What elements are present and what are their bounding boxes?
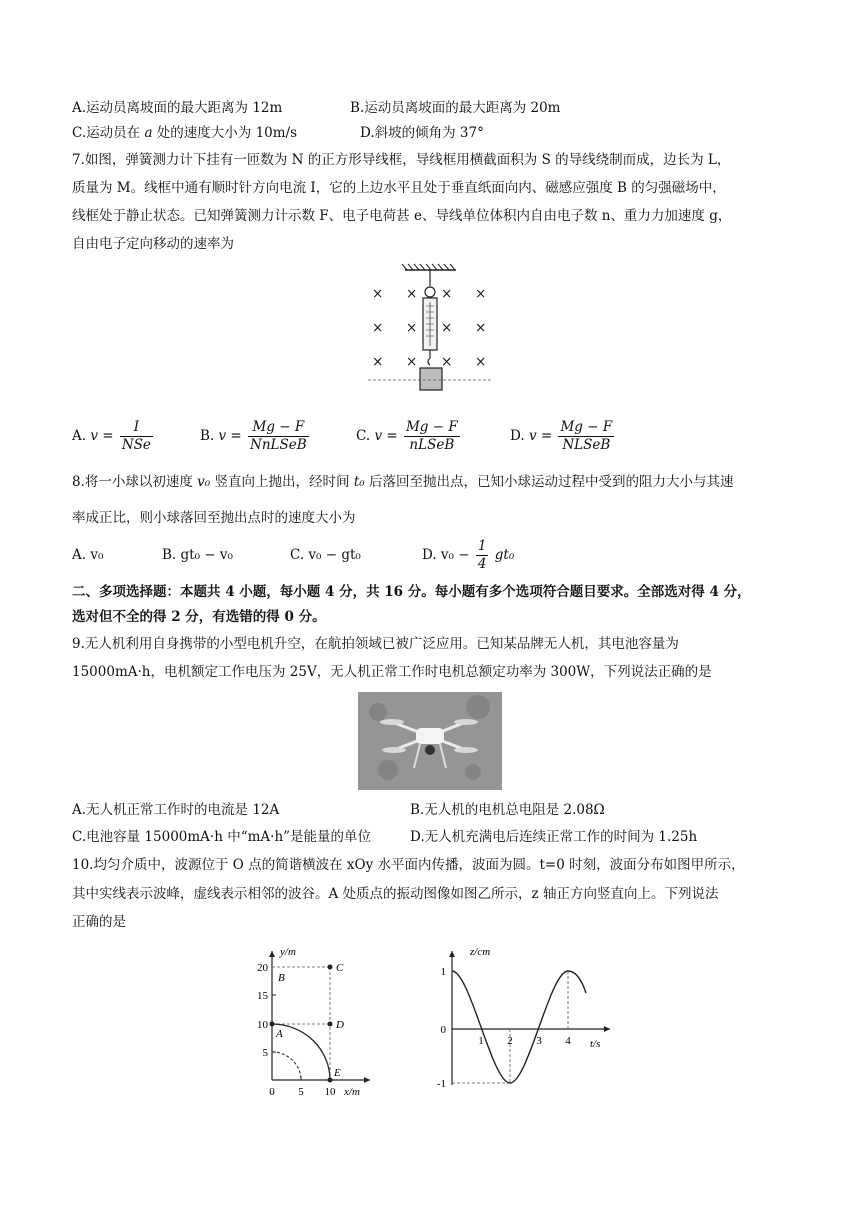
field-mark: × <box>441 354 453 370</box>
z-tick-label: -1 <box>436 1078 446 1090</box>
wave-surface-figure <box>250 945 380 1097</box>
field-mark: × <box>372 286 384 302</box>
field-mark: × <box>475 286 487 302</box>
x-tick-label: 10 <box>324 1086 336 1097</box>
y-axis-label: y/m <box>280 946 296 958</box>
y-tick-label: 5 <box>262 1047 268 1059</box>
q6-option-c: C.运动员在 a 处的速度大小为 10m/s <box>72 125 298 141</box>
x-axis-label: x/m <box>344 1086 360 1097</box>
x-tick-label: 5 <box>298 1086 304 1097</box>
drone-photo <box>358 692 502 790</box>
field-mark: × <box>406 286 418 302</box>
q6-option-a: A.运动员离坡面的最大距离为 12m <box>72 100 283 116</box>
x-tick-label: 0 <box>269 1086 275 1097</box>
t-tick-label: 4 <box>565 1035 571 1047</box>
t-tick-label: 1 <box>478 1035 484 1047</box>
field-mark: × <box>475 320 487 336</box>
q8-option-b: B. gt₀ − v₀ <box>162 547 233 563</box>
q7-option-b: B. v = $\frac{Mg - F}{\text{NnLSeB}}$ <box>200 419 307 453</box>
q7-option-c: C. v = $\frac{Mg - F}{\text{nLSeB}}$ <box>356 419 458 453</box>
q9-option-d: D.无人机充满电后连续正常工作的时间为 1.25h <box>410 829 698 845</box>
q8-stem-line1: 8.将一小球以初速度 v₀ 竖直向上抛出，经时间 t₀ 后落回至抛出点，已知小球运动过程中受到的阻力大小与其速 <box>72 474 734 490</box>
field-mark: × <box>406 354 418 370</box>
field-mark: × <box>475 354 487 370</box>
q7-stem-line1: 7.如图，弹簧测力计下挂有一匝数为 N 的正方形导线框，导线框用横截面积为 S 的导线绕制而成，边长为 L， <box>72 152 731 168</box>
z-tick-label: 1 <box>440 966 446 978</box>
field-mark: × <box>406 320 418 336</box>
point-label-b: B <box>278 972 285 984</box>
point-label-c: C <box>336 962 344 974</box>
q9-stem-line1: 9.无人机利用自身携带的小型电机升空，在航拍领域已被广泛应用。已知某品牌无人机，其电池容量为 <box>72 636 679 652</box>
field-mark: × <box>372 320 384 336</box>
q7-stem-line3: 线框处于静止状态。已知弹簧测力计示数 F、电子电荷甚 e、导线单位体积内自由电子数 n、重力力加速度 g， <box>72 208 732 224</box>
y-tick-label: 20 <box>257 962 268 974</box>
q9-option-b: B.无人机的电机总电阻是 2.08Ω <box>410 802 605 818</box>
q10-stem-line3: 正确的是 <box>72 914 126 930</box>
field-mark: × <box>441 320 453 336</box>
q7-option-a: A. v = $\frac{I}{\text{NSe}}$ <box>72 419 151 453</box>
section2-heading-line1: 二、多项选择题：本题共 4 小题，每小题 4 分，共 16 分。每小题有多个选项符合题目要求。全部选对得 4 分， <box>72 584 751 600</box>
q7-stem-line4: 自由电子定向移动的速率为 <box>72 236 234 252</box>
q7-option-d: D. v = $\frac{Mg - F}{\text{NLSeB}}$ <box>510 419 613 453</box>
q8-stem-line2: 率成正比，则小球落回至抛出点时的速度大小为 <box>72 510 356 526</box>
y-tick-label: 15 <box>257 990 268 1002</box>
q10-stem-line1: 10.均匀介质中，波源位于 O 点的简谐横波在 xOy 水平面内传播，波面为圆。t=0 时刻，波面分布如图甲所示， <box>72 857 745 873</box>
vibration-graph-figure <box>420 945 620 1097</box>
z-tick-label: 0 <box>440 1024 446 1036</box>
q6-option-b: B.运动员离坡面的最大距离为 20m <box>350 100 561 116</box>
q9-option-c: C.电池容量 15000mA·h 中“mA·h”是能量的单位 <box>72 829 372 845</box>
t-tick-label: 2 <box>507 1035 513 1047</box>
field-mark: × <box>441 286 453 302</box>
field-mark: × <box>372 354 384 370</box>
q8-option-c: C. v₀ − gt₀ <box>290 547 361 563</box>
t-axis-label: t/s <box>590 1038 601 1050</box>
y-tick-label: 10 <box>257 1019 268 1031</box>
point-label-d: D <box>336 1019 344 1031</box>
q7-stem-line2: 质量为 M。线框中通有顺时针方向电流 I，它的上边水平且处于垂直纸面向内、磁感应强度 B 的匀强磁场中， <box>72 180 726 196</box>
q8-option-d: D. v₀ − $\frac{1}{4}$ gt₀ <box>422 538 515 572</box>
t-tick-label: 3 <box>536 1035 542 1047</box>
q8-option-a: A. v₀ <box>72 547 104 563</box>
q9-option-a: A.无人机正常工作时的电流是 12A <box>72 802 280 818</box>
section2-heading-line2: 选对但不全的得 2 分，有选错的得 0 分。 <box>72 609 326 625</box>
q10-stem-line2: 其中实线表示波峰，虚线表示相邻的波谷。A 处质点的振动图像如图乙所示，z 轴正方向竖直向上。下列说法 <box>72 886 719 902</box>
point-label-e: E <box>334 1067 341 1079</box>
z-axis-label: z/cm <box>470 946 491 958</box>
q6-option-d: D.斜坡的倾角为 37° <box>360 125 484 141</box>
point-label-a: A <box>276 1028 283 1040</box>
q9-stem-line2: 15000mA·h，电机额定工作电压为 25V，无人机正常工作时电机总额定功率为 300W，下列说法正确的是 <box>72 664 712 680</box>
